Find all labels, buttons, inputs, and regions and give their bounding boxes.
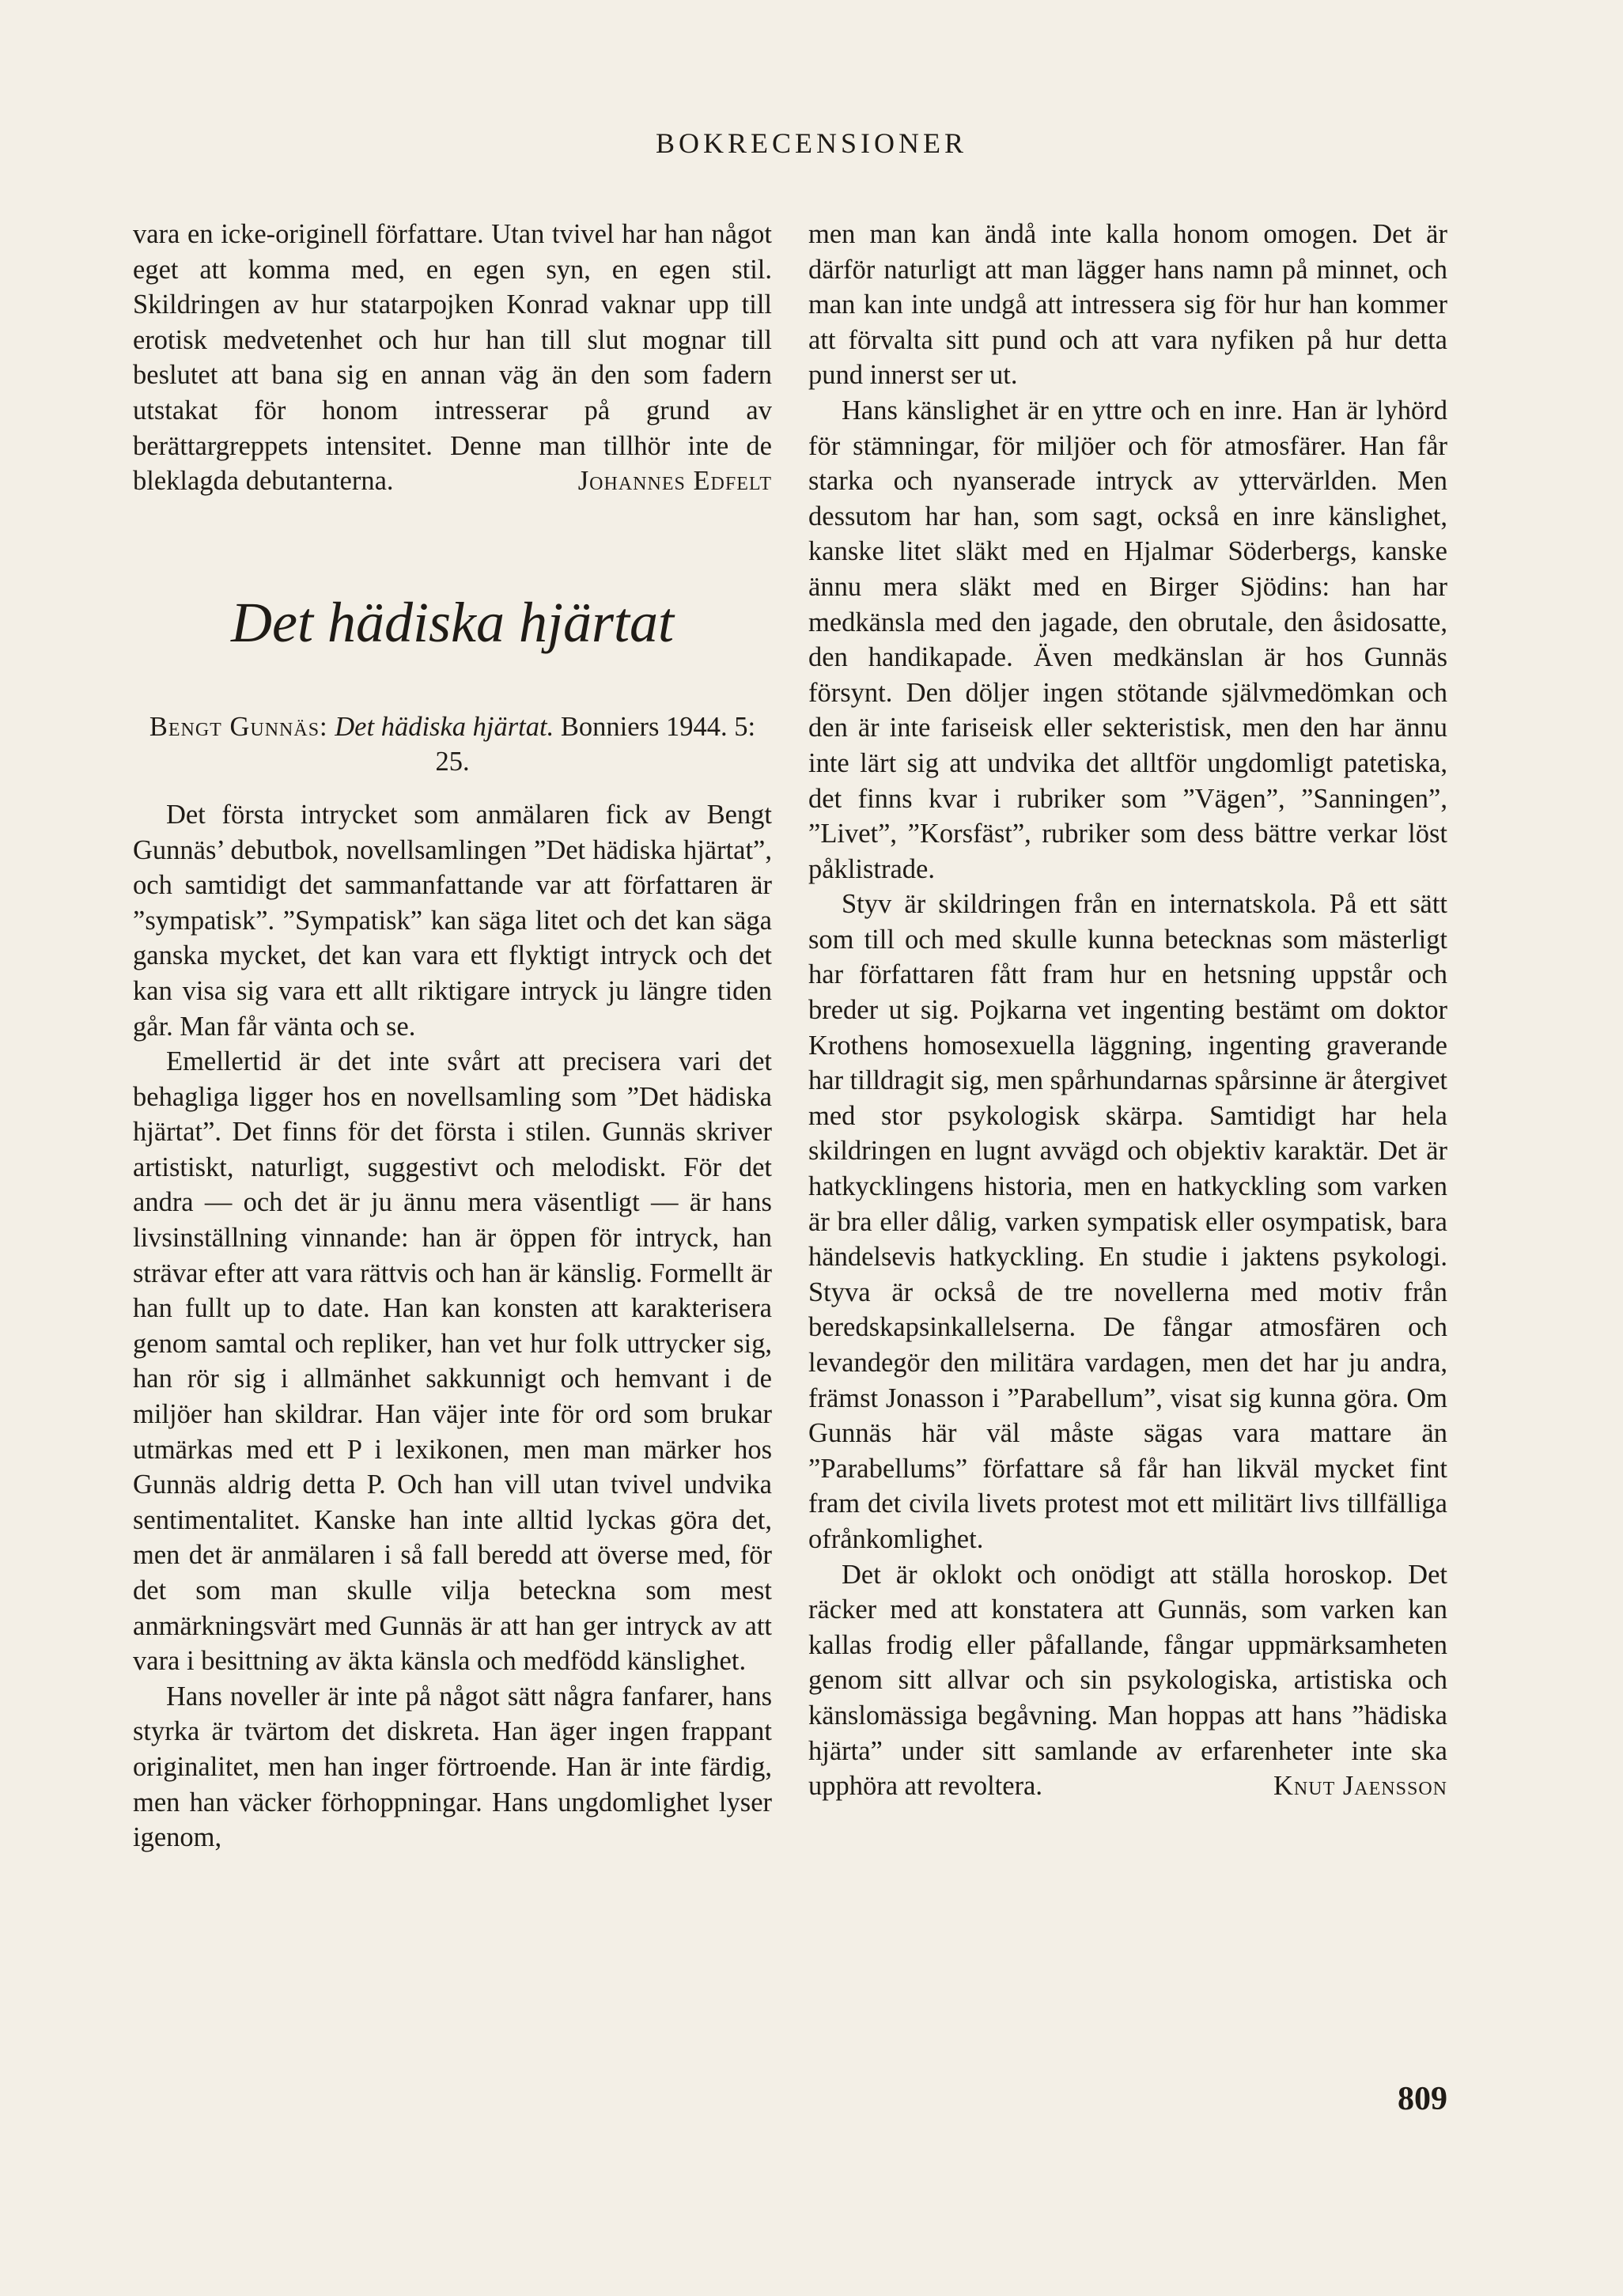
book-publisher: Bonniers 1944. 5: 25. <box>435 711 756 777</box>
review-final-paragraph <box>808 1557 1447 1804</box>
running-head: BOKRECENSIONER <box>655 127 968 159</box>
previous-review-ending <box>133 217 772 499</box>
review-title: Det hädiska hjärtat <box>231 590 674 654</box>
review-paragraph-continued: men man kan ändå inte kalla honom omogen. Det är därför naturligt att man lägger hans namn på minnet, och man kan inte undgå att intressera sig för hur han kommer att förvalta sitt pund och att vara nyfiken på hur detta pund innerst ser ut. <box>808 219 1447 391</box>
page-number: 809 <box>1398 2081 1447 2117</box>
review-paragraph: Styv är skildringen från en internatskola. På ett sätt som till och med skulle kunna betecknas som mästerligt har författaren fått fram hur en hetsning uppstår och breder ut sig. Pojkarna vet ingenting bestämt om doktor Krothens homosexuella läggning, ingenting graverande har tilldragit sig, men spårhundarnas spårsinne är återgivet med stor psykologisk skärpa. Samtidigt har hela skildringen en lugnt avvägd och objektiv karaktär. Det är hatkycklingens historia, men en hatkyckling som varken är bra eller dålig, varken sympatisk eller osympatisk, bara händelsevis hatkyckling. En studie i jaktens psykologi. Styva är också de tre novellerna med motiv från beredskapsinkallelserna. De fångar atmosfären och levandegör den militära vardagen, men det har ju andra, främst Jonasson i ”Parabellum”, visat sig kunna göra. Om Gunnäs här väl måste sägas vara mattare än ”Parabellums” författare så får han likväl mycket fint fram det civila livets protest mot ett militärt livs tillfälliga ofrånkomlighet. <box>808 889 1447 1554</box>
review-final-text: Det är oklokt och onödigt att ställa horoskop. Det räcker med att konstatera att Gunnäs, som varken kan kallas frodig eller påfallande, fångar uppmärksamheten genom sitt allvar och sin psykologiska, artistiska och känslomässiga begåvning. Man hoppas att hans ”hädiska hjärta” under sitt samlande av erfarenheter inte ska upphöra att revoltera. <box>808 1559 1447 1802</box>
review-signature: Knut Jaensson <box>1273 1771 1447 1802</box>
previous-review-text: vara en icke-originell författare. Utan tvivel har han något eget att komma med, en egen syn, en egen stil. Skildringen av hur statarpojken Konrad vaknar upp till erotisk medvetenhet och hur han till slut mognar till beslutet att bana sig en annan väg än den som fadern utstakat för honom intresserar på grund av berättargreppets intensitet. Denne man tillhör inte de bleklagda debutanterna. <box>133 219 772 497</box>
review-paragraph: Hans känslighet är en yttre och en inre. Han är lyhörd för stämningar, för miljöer och för atmosfärer. Han får starka och nyanserade intryck av yttervärlden. Men dessutom har han, som sagt, också en inre känslighet, kanske litet släkt med en Hjalmar Söderbergs, kanske ännu mera släkt med en Birger Sjödins: han har medkänsla med den jagade, den obrutale, den åsidosatte, den handikapade. Även medkänslan är hos Gunnäs försynt. Den döljer ingen stötande självmedömkan och den är inte fariseisk eller sekteristisk, men den har ännu inte lärt sig att undvika det alltför ungdomligt patetiska, det finns kvar i rubriker som ”Vägen”, ”Sanningen”, ”Livet”, ”Korsfäst”, rubriker som dess bättre verkar löst påklistrade. <box>808 395 1447 884</box>
left-column <box>133 217 772 1855</box>
book-author: Bengt Gunnäs: <box>149 711 328 742</box>
review-paragraph: Hans noveller är inte på något sätt några fanfarer, hans styrka är tvärtom det diskreta. Han äger ingen frappant originalitet, men han inger förtroende. Han är inte färdig, men han väcker förhoppningar. Hans ungdomlighet lyser igenom, <box>133 1681 772 1853</box>
previous-review-signature: Johannes Edfelt <box>577 466 772 497</box>
right-column <box>808 217 1447 1804</box>
book-title: Det hädiska hjärtat. <box>335 711 554 742</box>
review-paragraph: Det första intrycket som anmälaren fick av Bengt Gunnäs’ debutbok, novellsamlingen ”Det hädiska hjärtat”, och samtidigt det sammanfattande var att författaren är ”sympatisk”. ”Sympatisk” kan säga litet och det kan säga ganska mycket, det kan vara ett flyktigt intryck och det kan visa sig vara ett allt riktigare intryck ju längre tiden går. Man får vänta och se. <box>133 799 772 1042</box>
book-info <box>133 709 772 780</box>
review-paragraph: Emellertid är det inte svårt att precisera vari det behagliga ligger hos en novellsamling som ”Det hädiska hjärtat”. Det finns för det första i stilen. Gunnäs skriver artistiskt, naturligt, suggestivt och melodiskt. För det andra — och det är ju ännu mera väsentligt — är hans livsinställning vinnande: han är öppen för intryck, han strävar efter att vara rättvis och han är känslig. Formellt är han fullt up to date. Han kan konsten att karakterisera genom samtal och repliker, han vet hur folk uttrycker sig, han rör sig i allmänhet sakkunnigt och hemvant i de miljöer han skildrar. Han väjer inte för ord som brukar utmärkas med ett P i lexikonen, men man märker hos Gunnäs aldrig detta P. Och han vill utan tvivel undvika sentimentalitet. Kanske han inte alltid lyckas göra det, men det är anmälaren i så fall beredd att överse med, för det som man skulle vilja beteckna som mest anmärkningsvärt med Gunnäs är att han ger intryck av att vara i besittning av äkta känsla och medfödd känslighet. <box>133 1046 772 1677</box>
